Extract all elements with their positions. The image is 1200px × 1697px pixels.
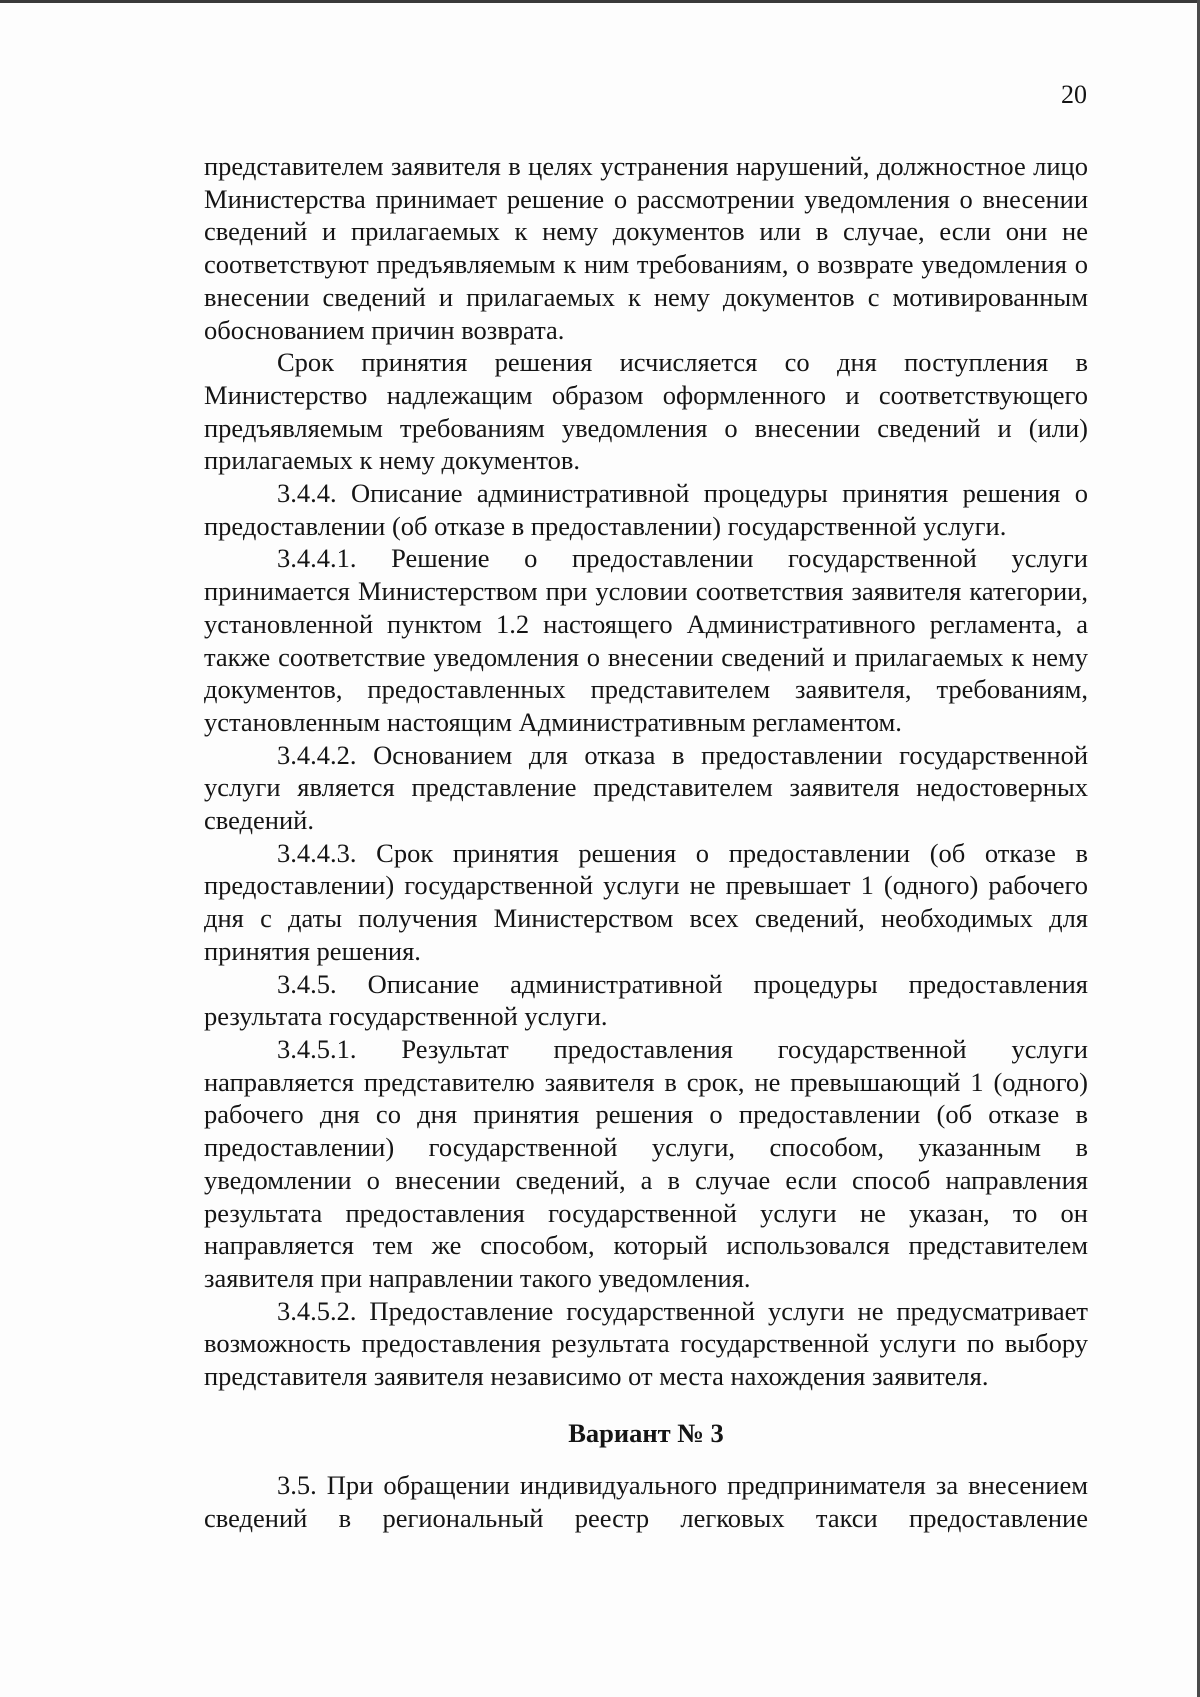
document-body xyxy=(204,150,1088,1535)
paragraph: 3.4.5.1. Результат предоставления государственной услуги направляется представителю заявителя в срок, не превышающий 1 (одного) рабочего дня со дня принятия решения о предоставлении (об отказе в предоставлении) государственной услуги, способом, указанным в уведомлении о внесении сведений, а в случае если способ направления результата предоставления государственной услуги не указан, то он направляется тем же способом, который использовался представителем заявителя при направлении такого уведомления. xyxy=(204,1033,1088,1293)
paragraph: 3.4.4.1. Решение о предоставлении государственной услуги принимается Министерством при условии соответствия заявителя категории, установленной пунктом 1.2 настоящего Административного регламента, а также соответствие уведомления о внесении сведений и прилагаемых к нему документов, предоставленных представителем заявителя, требованиям, установленным настоящим Административным регламентом. xyxy=(204,543,1088,737)
paragraph: Срок принятия решения исчисляется со дня поступления в Министерство надлежащим образом оформленного и соответствующего предъявляемым требованиям уведомления о внесении сведений и (или) прилагаемых к нему документов. xyxy=(204,347,1088,476)
scan-edge-top xyxy=(0,0,1200,3)
paragraph: 3.4.5.2. Предоставление государственной услуги не предусматривает возможность предоставления результата государственной услуги по выбору представителя заявителя независимо от места нахождения заявителя. xyxy=(204,1295,1088,1392)
paragraph: 3.4.4.3. Срок принятия решения о предоставлении (об отказе в предоставлении) государственной услуги не превышает 1 (одного) рабочего дня с даты получения Министерством всех сведений, необходимых для принятия решения. xyxy=(204,837,1088,966)
paragraph: представителем заявителя в целях устранения нарушений, должностное лицо Министерства принимает решение о рассмотрении уведомления о внесении сведений и прилагаемых к нему документов или в случае, если они не соответствуют предъявляемым к ним требованиям, о возврате уведомления о внесении сведений и прилагаемых к нему документов с мотивированным обоснованием причин возврата. xyxy=(204,151,1088,345)
paragraph: 3.5. При обращении индивидуального предпринимателя за внесением сведений в региональный реестр легковых такси предоставление xyxy=(204,1470,1088,1534)
paragraph: 3.4.4.2. Основанием для отказа в предоставлении государственной услуги является представление представителем заявителя недостоверных сведений. xyxy=(204,739,1088,836)
paragraph: 3.4.5. Описание административной процедуры предоставления результата государственной услуги. xyxy=(204,968,1088,1032)
section-heading: Вариант № 3 xyxy=(568,1417,724,1448)
page-number: 20 xyxy=(1061,80,1087,109)
paragraph: 3.4.4. Описание административной процедуры принятия решения о предоставлении (об отказе в предоставлении) государственной услуги. xyxy=(204,478,1088,541)
